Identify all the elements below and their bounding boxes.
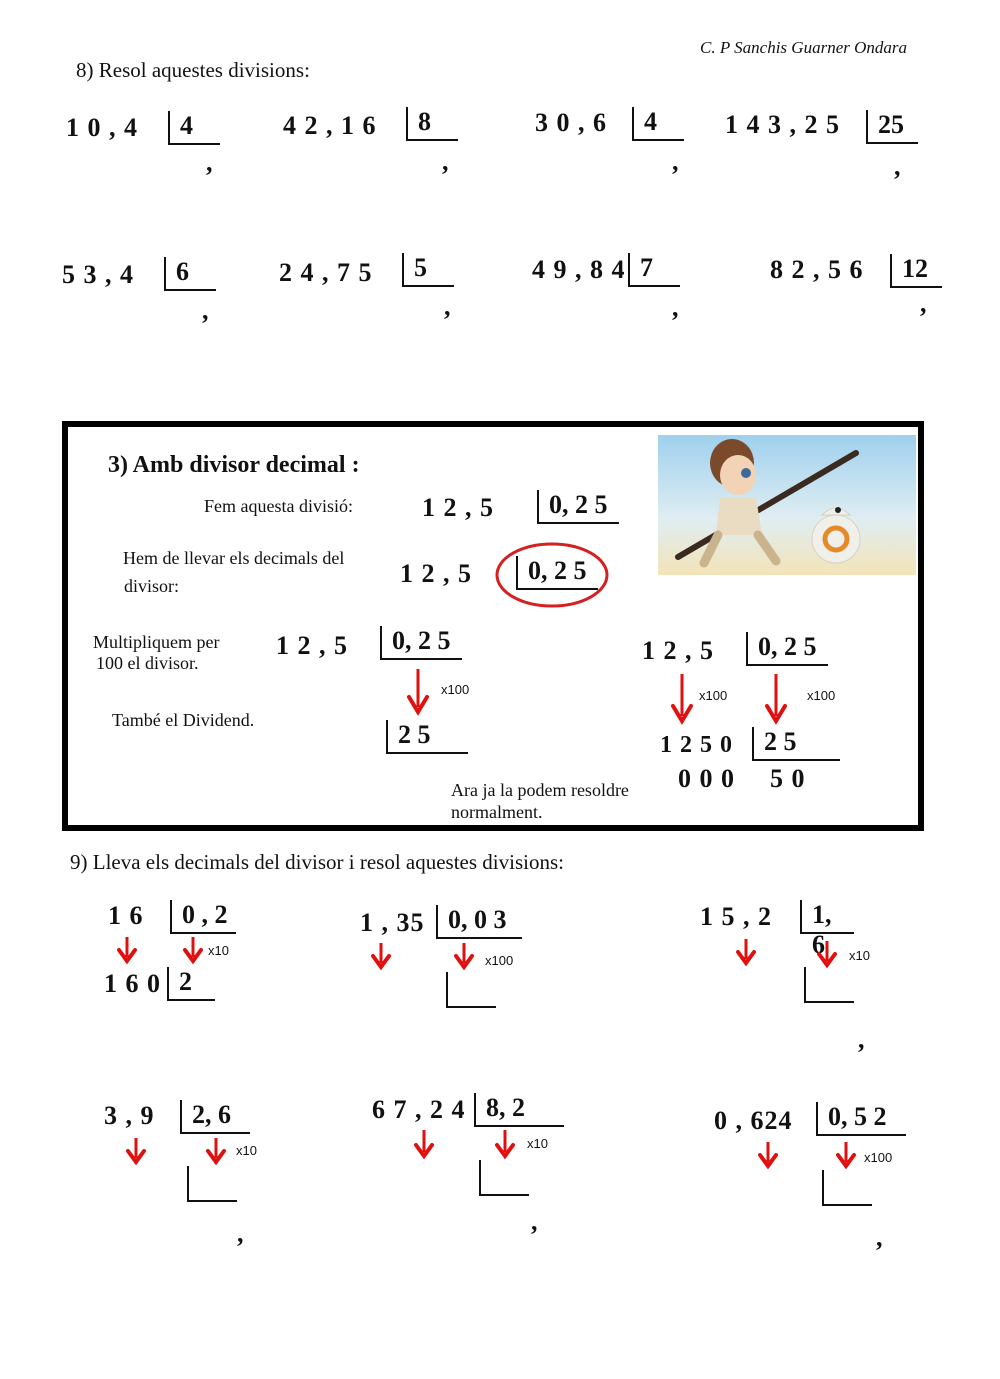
dividend: 1 4 3 , 2 5 — [725, 110, 840, 139]
dividend: 2 4 , 7 5 — [279, 258, 373, 287]
dividend: 1 , 35 — [360, 908, 425, 937]
down-arrow-icon — [493, 1128, 517, 1160]
multiplier-label: x10 — [849, 948, 870, 963]
down-arrow-icon — [452, 941, 476, 971]
comma-mark: , — [858, 1025, 865, 1054]
answer-bracket — [446, 972, 496, 1008]
down-arrow-icon — [756, 1140, 780, 1170]
multiplier-label: x100 — [441, 682, 470, 697]
step3-result: 2 5 — [386, 720, 468, 754]
answer-bracket — [479, 1160, 529, 1196]
down-arrow-icon — [204, 1136, 228, 1166]
right-remainder: 0 0 0 — [678, 764, 735, 793]
down-arrow-icon — [406, 667, 430, 717]
divisor: 8, 2 — [474, 1093, 564, 1127]
down-arrow-icon — [124, 1136, 148, 1166]
step2-dividend: 1 2 , 5 — [400, 559, 472, 588]
dividend: 4 2 , 1 6 — [283, 111, 377, 140]
divisor: 25 — [866, 110, 918, 144]
section8-title: 8) Resol aquestes divisions: — [76, 58, 310, 82]
dividend: 1 5 , 2 — [700, 902, 772, 931]
multiplier-label: x100 — [864, 1150, 893, 1165]
right-divisor: 0, 2 5 — [746, 632, 828, 666]
divisor: 5 — [402, 253, 454, 287]
down-arrow-icon — [115, 935, 139, 965]
divisor: 0, 5 2 — [816, 1102, 906, 1136]
step1-dividend: 1 2 , 5 — [422, 493, 494, 522]
answer-bracket — [187, 1166, 237, 1202]
right-new-divisor: 2 5 — [752, 727, 840, 761]
comma-mark: , — [920, 289, 927, 318]
cartoon-illustration — [658, 435, 916, 575]
step2-text-a: Hem de llevar els decimals del — [123, 548, 345, 568]
divisor: 12 — [890, 254, 942, 288]
down-arrow-icon — [412, 1128, 436, 1160]
step2-text-b: divisor: — [124, 576, 180, 596]
right-quotient: 5 0 — [770, 764, 806, 793]
down-arrow-icon — [764, 672, 788, 726]
dividend: 3 , 9 — [104, 1101, 155, 1130]
divisor: 1, 6 — [800, 900, 854, 934]
step3-text-a: Multipliquem per — [93, 632, 220, 652]
comma-mark: , — [444, 292, 451, 321]
answer-bracket — [804, 967, 854, 1003]
comma-mark: , — [876, 1223, 883, 1252]
answer-bracket — [822, 1170, 872, 1206]
divisor: 6 — [164, 257, 216, 291]
step3-divisor: 0, 2 5 — [380, 626, 462, 660]
step1-text: Fem aquesta divisió: — [204, 496, 353, 516]
highlight-circle — [494, 541, 610, 609]
divisor: 0, 0 3 — [436, 905, 522, 939]
step3-text-b: 100 el divisor. — [96, 653, 199, 673]
divisor: 7 — [628, 253, 680, 287]
divisor: 4 — [168, 111, 220, 145]
right-dividend: 1 2 , 5 — [642, 636, 714, 665]
comma-mark: , — [894, 152, 901, 181]
divisor: 4 — [632, 107, 684, 141]
dividend: 0 , 624 — [714, 1106, 793, 1135]
dividend: 6 7 , 2 4 — [372, 1095, 466, 1124]
multiplier-label: x100 — [485, 953, 514, 968]
down-arrow-icon — [834, 1140, 858, 1170]
new-dividend: 1 6 0 — [104, 969, 161, 998]
down-arrow-icon — [670, 672, 694, 726]
school-name: C. P Sanchis Guarner Ondara — [700, 38, 907, 57]
comma-mark: , — [442, 147, 449, 176]
new-divisor: 2 — [167, 967, 215, 1001]
dividend: 4 9 , 8 4 — [532, 255, 626, 284]
multiplier-label: x10 — [236, 1143, 257, 1158]
dividend: 8 2 , 5 6 — [770, 255, 864, 284]
divisor: 2, 6 — [180, 1100, 250, 1134]
down-arrow-icon — [369, 941, 393, 971]
down-arrow-icon — [734, 937, 758, 967]
comma-mark: , — [672, 147, 679, 176]
dividend: 3 0 , 6 — [535, 108, 607, 137]
step3-dividend: 1 2 , 5 — [276, 631, 348, 660]
multiplier-label: x100 — [699, 688, 728, 703]
comma-mark: , — [672, 293, 679, 322]
multiplier-label: x10 — [527, 1136, 548, 1151]
section9-title: 9) Lleva els decimals del divisor i resol aquestes divisions: — [70, 850, 564, 874]
step4-text: També el Dividend. — [112, 710, 255, 730]
final-text-a: Ara ja la podem resoldre — [451, 780, 629, 800]
down-arrow-icon — [181, 935, 205, 965]
divisor: 8 — [406, 107, 458, 141]
multiplier-label: x100 — [807, 688, 836, 703]
dividend: 1 6 — [108, 901, 144, 930]
right-new-dividend: 1 2 5 0 — [660, 732, 733, 758]
dividend: 1 0 , 4 — [66, 113, 138, 142]
comma-mark: , — [206, 148, 213, 177]
step1-divisor: 0, 2 5 — [537, 490, 619, 524]
dividend: 5 3 , 4 — [62, 260, 134, 289]
box-title: 3) Amb divisor decimal : — [108, 452, 360, 478]
down-arrow-icon — [815, 939, 839, 969]
comma-mark: , — [202, 296, 209, 325]
multiplier-label: x10 — [208, 943, 229, 958]
step2-divisor: 0, 2 5 — [516, 556, 598, 590]
final-text-b: normalment. — [451, 802, 543, 822]
comma-mark: , — [531, 1207, 538, 1236]
divisor: 0 , 2 — [170, 900, 236, 934]
comma-mark: , — [237, 1219, 244, 1248]
